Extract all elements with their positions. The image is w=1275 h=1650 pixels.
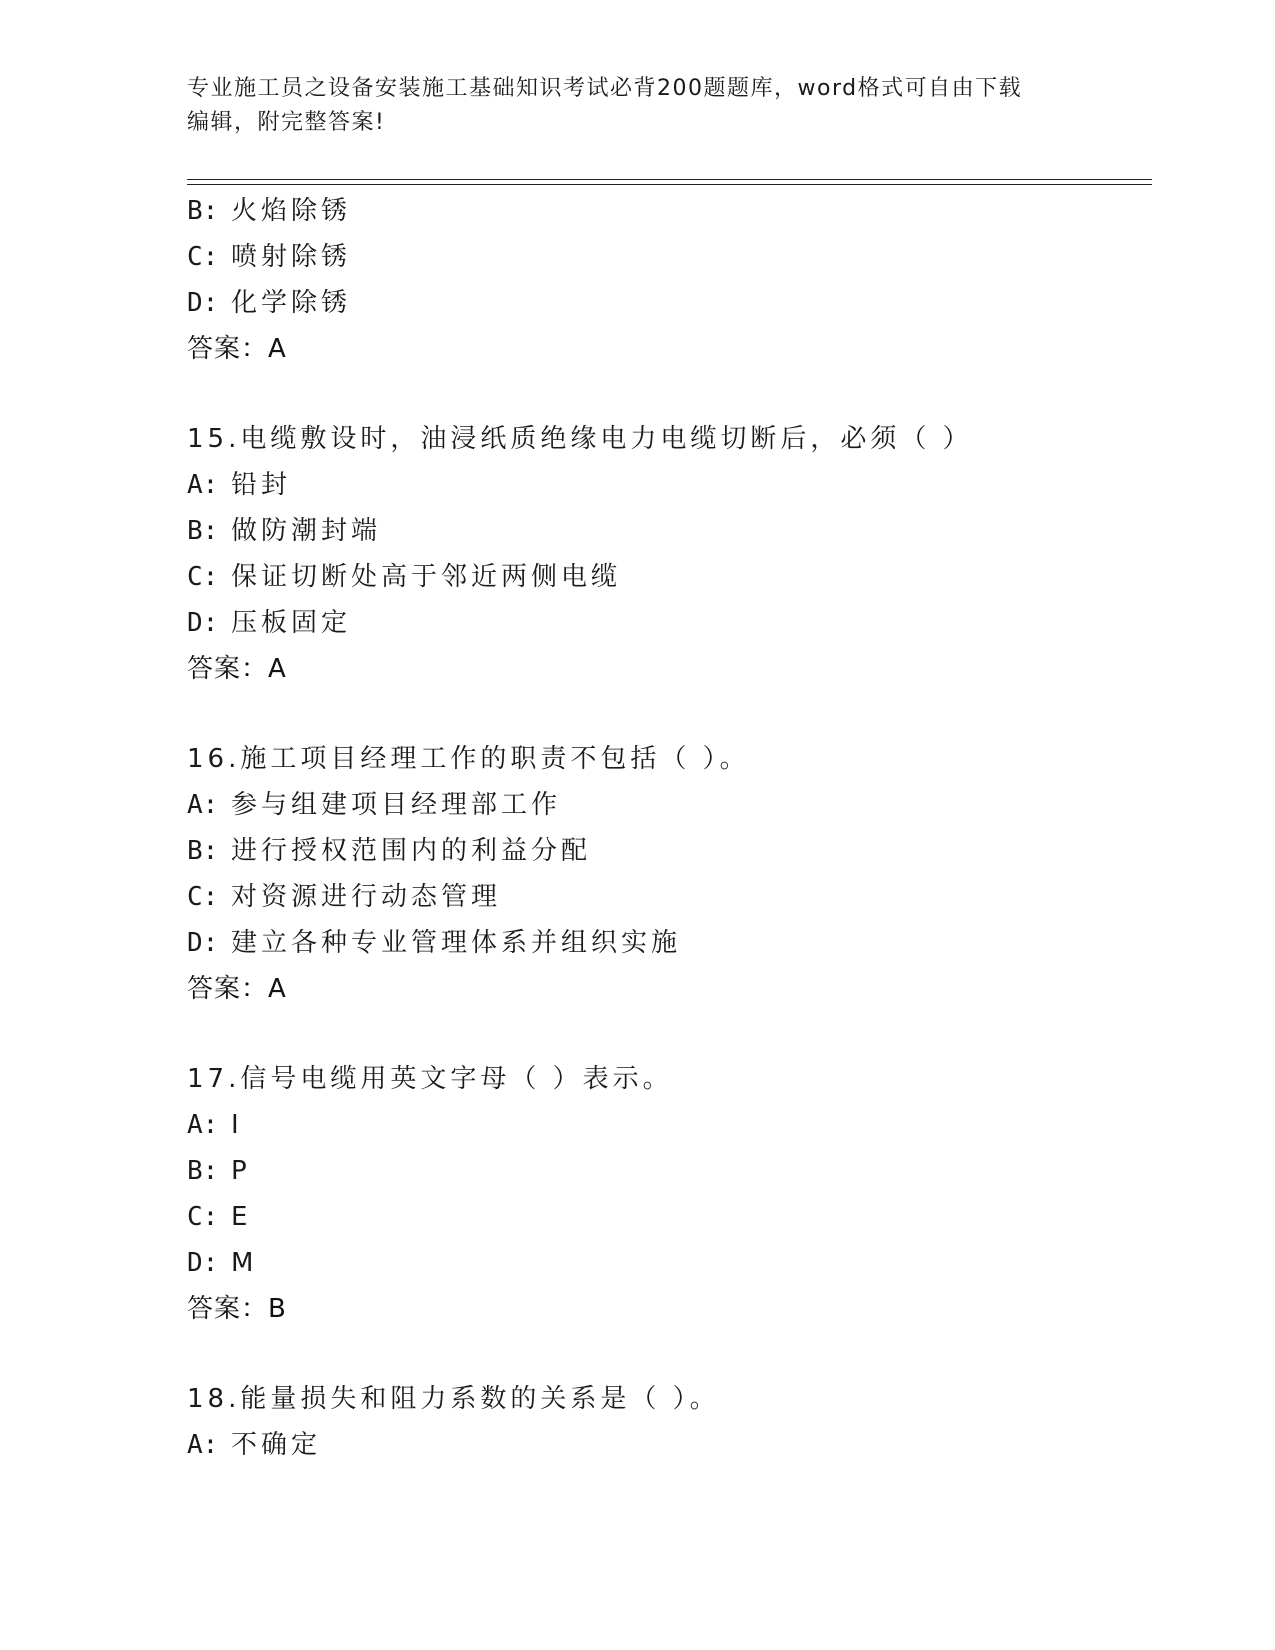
option-label: C: <box>187 242 219 272</box>
answer-line <box>187 326 1147 372</box>
option-label: B: <box>187 1156 219 1186</box>
option-text: 进行授权范围内的利益分配 <box>231 836 592 866</box>
header-line-2: 编辑，附完整答案! <box>187 110 386 135</box>
option-label: D: <box>187 928 219 958</box>
answer-value: A <box>268 334 287 364</box>
option-label: A: <box>187 1110 219 1140</box>
option-item <box>187 874 1147 920</box>
answer-label: 答案： <box>187 334 269 364</box>
question-block <box>187 1056 1147 1332</box>
option-item <box>187 920 1147 966</box>
header-line-1: 专业施工员之设备安装施工基础知识考试必背200题题库，word格式可自由下载 <box>187 76 1023 101</box>
question-text: 18.能量损失和阻力系数的关系是（ ）。 <box>187 1384 720 1414</box>
option-label: D: <box>187 608 219 638</box>
option-label: A: <box>187 470 219 500</box>
option-label: C: <box>187 562 219 592</box>
option-item <box>187 508 1147 554</box>
option-item <box>187 280 1147 326</box>
question-list <box>187 188 1147 1468</box>
option-text: 对资源进行动态管理 <box>231 882 502 912</box>
answer-label: 答案： <box>187 1294 269 1324</box>
option-item <box>187 462 1147 508</box>
option-label: A: <box>187 790 219 820</box>
option-text: 参与组建项目经理部工作 <box>231 790 562 820</box>
option-item <box>187 1102 1147 1148</box>
option-text: 火焰除锈 <box>231 196 352 226</box>
answer-line <box>187 1286 1147 1332</box>
option-label: A: <box>187 1430 219 1460</box>
answer-value: B <box>268 1294 287 1324</box>
question-text: 16.施工项目经理工作的职责不包括（ ）。 <box>187 744 750 774</box>
block-spacer <box>187 692 1147 736</box>
answer-line <box>187 646 1147 692</box>
option-item <box>187 600 1147 646</box>
option-item <box>187 1194 1147 1240</box>
option-item <box>187 188 1147 234</box>
answer-value: A <box>268 974 287 1004</box>
option-text: 化学除锈 <box>231 288 352 318</box>
header-divider-bottom <box>187 184 1152 185</box>
header-divider-top <box>187 179 1152 180</box>
option-item <box>187 1148 1147 1194</box>
question-text: 15.电缆敷设时，油浸纸质绝缘电力电缆切断后，必须（ ） <box>187 424 973 454</box>
question-block <box>187 736 1147 1012</box>
option-text: P <box>231 1156 251 1186</box>
option-label: D: <box>187 1248 219 1278</box>
block-spacer <box>187 372 1147 416</box>
option-label: D: <box>187 288 219 318</box>
option-item <box>187 554 1147 600</box>
option-item <box>187 828 1147 874</box>
option-text: 建立各种专业管理体系并组织实施 <box>231 928 682 958</box>
question-block <box>187 416 1147 692</box>
question-text: 17.信号电缆用英文字母（ ）表示。 <box>187 1064 673 1094</box>
option-text: 不确定 <box>231 1430 322 1460</box>
answer-value: A <box>268 654 287 684</box>
option-text: 保证切断处高于邻近两侧电缆 <box>231 562 622 592</box>
document-header <box>187 72 1087 140</box>
option-text: 铅封 <box>231 470 292 500</box>
block-spacer <box>187 1332 1147 1376</box>
option-label: B: <box>187 836 219 866</box>
option-label: C: <box>187 882 219 912</box>
option-item <box>187 1240 1147 1286</box>
answer-label: 答案： <box>187 654 269 684</box>
answer-label: 答案： <box>187 974 269 1004</box>
option-label: C: <box>187 1202 219 1232</box>
option-item <box>187 1422 1147 1468</box>
option-label: B: <box>187 196 219 226</box>
option-text: M <box>231 1248 258 1278</box>
answer-line <box>187 966 1147 1012</box>
option-text: 压板固定 <box>231 608 352 638</box>
option-text: 做防潮封端 <box>231 516 382 546</box>
option-item <box>187 234 1147 280</box>
option-text: I <box>231 1110 243 1140</box>
option-text: E <box>231 1202 252 1232</box>
option-label: B: <box>187 516 219 546</box>
block-spacer <box>187 1012 1147 1056</box>
option-text: 喷射除锈 <box>231 242 352 272</box>
question-block <box>187 188 1147 372</box>
option-item <box>187 782 1147 828</box>
question-block <box>187 1376 1147 1468</box>
